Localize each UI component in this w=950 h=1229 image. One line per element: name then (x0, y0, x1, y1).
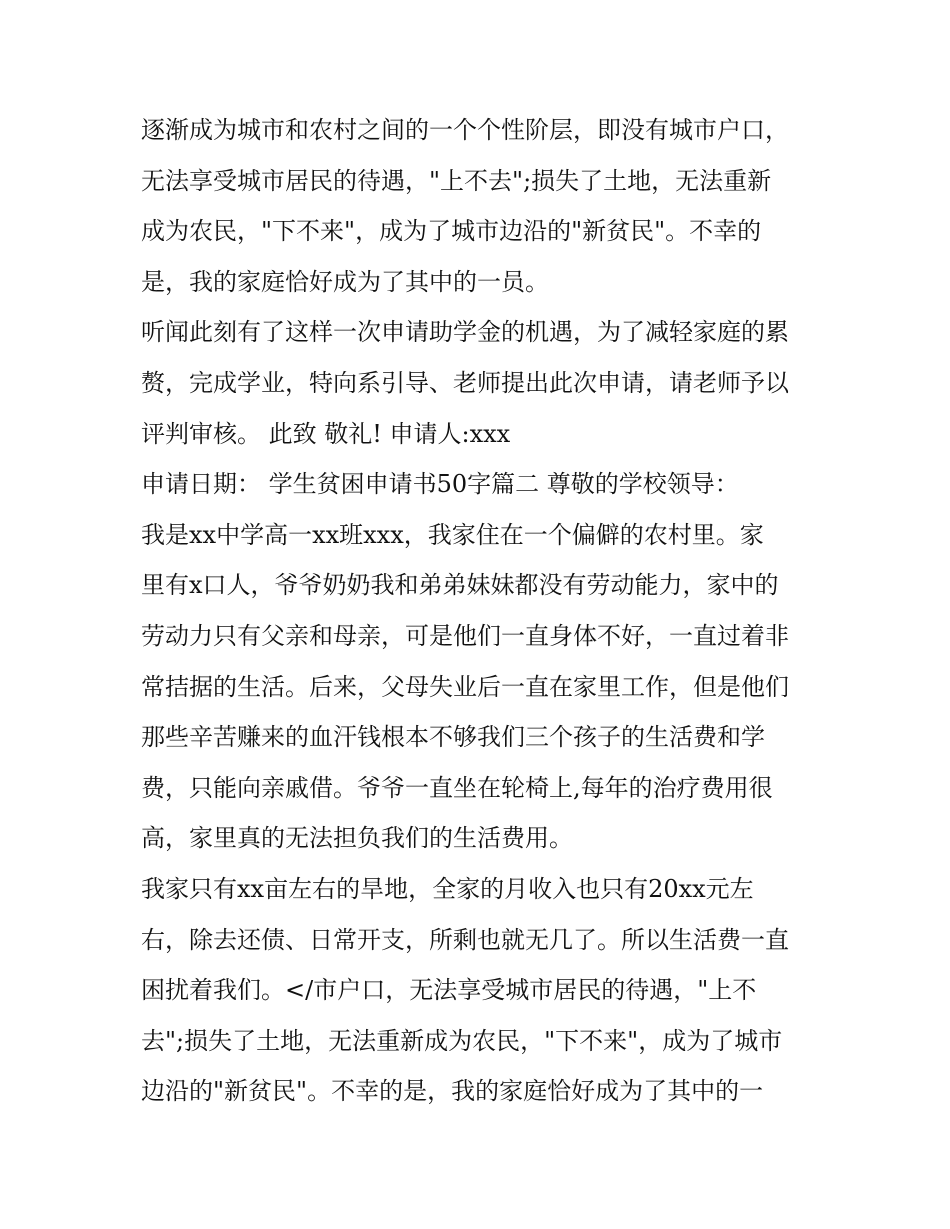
text-line: 边沿的"新贫民"。不幸的是，我的家庭恰好成为了其中的一 (141, 1077, 764, 1106)
text-line: 高，家里真的无法担负我们的生活费用。 (141, 824, 573, 853)
text-line: 常拮据的生活。后来，父母失业后一直在家里工作，但是他们 (141, 672, 789, 701)
text-line: 成为农民，"下不来"，成为了城市边沿的"新贫民"。不幸的 (141, 217, 762, 246)
text-line: 费，只能向亲戚借。爷爷一直坐在轮椅上,每年的治疗费用很 (141, 773, 773, 802)
text-line: 无法享受城市居民的待遇，"上不去";损失了土地，无法重新 (141, 166, 772, 195)
text-line: 右，除去还债、日常开支，所剩也就无几了。所以生活费一直 (141, 925, 789, 954)
text-line: 听闻此刻有了这样一次申请助学金的机遇，为了减轻家庭的累 (141, 318, 789, 347)
text-line: 困扰着我们。</市户口，无法享受城市居民的待遇，"上不 (141, 976, 757, 1005)
text-line: 评判审核。 此致 敬礼! 申请人:xxx (141, 419, 511, 448)
text-line: 是，我的家庭恰好成为了其中的一员。 (141, 267, 549, 296)
document-body (141, 105, 821, 1117)
text-line: 里有x口人，爷爷奶奶我和弟弟妹妹都没有劳动能力，家中的 (141, 571, 779, 600)
text-line: 申请日期： 学生贫困申请书50字篇二 尊敬的学校领导： (141, 470, 739, 499)
text-line: 去";损失了土地，无法重新成为农民，"下不来"，成为了城市 (141, 1026, 783, 1055)
text-line: 我家只有xx亩左右的旱地，全家的月收入也只有20xx元左 (141, 874, 754, 903)
text-line: 那些辛苦赚来的血汗钱根本不够我们三个孩子的生活费和学 (141, 723, 765, 752)
text-line: 劳动力只有父亲和母亲，可是他们一直身体不好，一直过着非 (141, 621, 789, 650)
text-line: 逐渐成为城市和农村之间的一个个性阶层，即没有城市户口， (141, 116, 789, 144)
text-line: 赘，完成学业，特向系引导、老师提出此次申请，请老师予以 (141, 368, 789, 397)
text-line: 我是xx中学高一xx班xxx，我家住在一个偏僻的农村里。家 (141, 520, 764, 549)
